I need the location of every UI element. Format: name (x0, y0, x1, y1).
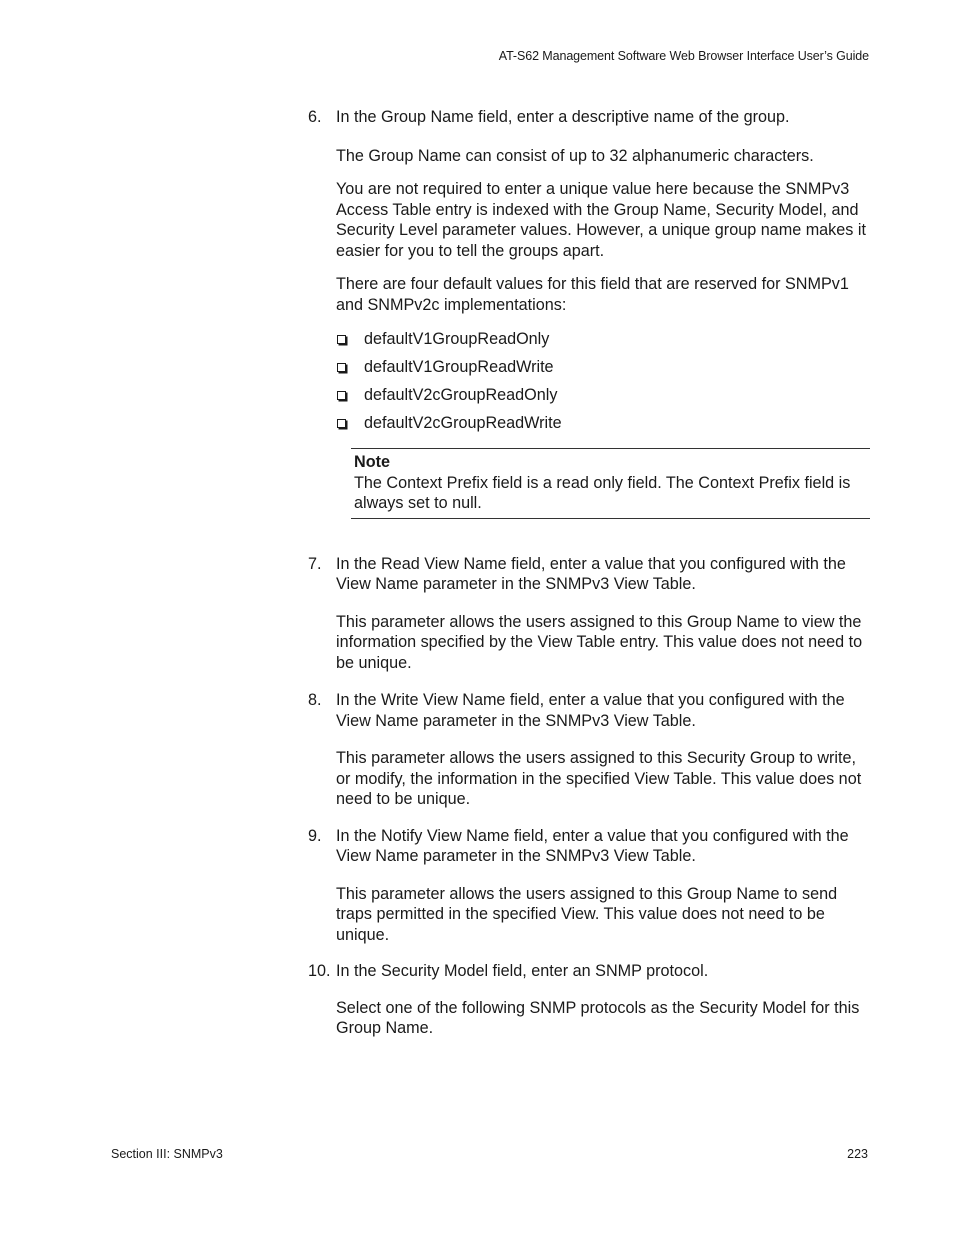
checkbox-bullet-icon (337, 363, 346, 372)
checkbox-bullet-icon (337, 419, 346, 428)
paragraph: The Group Name can consist of up to 32 alphanumeric characters. (336, 146, 814, 165)
step-6 (308, 107, 870, 128)
step-text: In the Security Model field, enter an SNMP protocol. (336, 962, 709, 980)
document-body (308, 107, 870, 1039)
checkbox-bullet-icon (337, 391, 346, 400)
list-item: defaultV1GroupReadWrite (336, 357, 870, 385)
step-text: In the Read View Name field, enter a value that you configured with the View Name parameter in the SNMPv3 View Table. (336, 554, 846, 593)
list-item: defaultV2cGroupReadWrite (336, 413, 870, 441)
step-text: In the Group Name field, enter a descriptive name of the group. (336, 108, 790, 126)
step-number: 9. (308, 826, 322, 845)
step-9 (308, 826, 870, 867)
running-header: AT-S62 Management Software Web Browser Interface User’s Guide (498, 49, 869, 63)
step-text: In the Write View Name field, enter a value that you configured with the View Name parameter in the SNMPv3 View Table. (336, 691, 845, 730)
step-text: In the Notify View Name field, enter a value that you configured with the View Name parameter in the SNMPv3 View Table. (336, 826, 849, 865)
paragraph: There are four default values for this field that are reserved for SNMPv1 and SNMPv2c implementations: (336, 275, 849, 314)
step-number: 8. (308, 691, 322, 709)
paragraph: You are not required to enter a unique value here because the SNMPv3 Access Table entry is indexed with the Group Name, Security Model, and Security Level parameter values. However, a unique group name makes it easier for you to tell the groups apart. (336, 180, 866, 260)
paragraph: This parameter allows the users assigned to this Group Name to view the information specified by the View Table entry. This value does not need to be unique. (336, 612, 863, 672)
list-item: defaultV1GroupReadOnly (336, 329, 870, 357)
default-values-list (336, 329, 870, 441)
note-title: Note (354, 453, 390, 471)
note-text: The Context Prefix field is a read only field. The Context Prefix field is always set to null. (354, 473, 851, 512)
page-number: 223 (847, 1147, 868, 1161)
footer-section: Section III: SNMPv3 (111, 1147, 223, 1161)
paragraph: This parameter allows the users assigned to this Security Group to write, or modify, the information in the specified View Table. This value does not need to be unique. (336, 749, 862, 808)
note-box (351, 448, 870, 519)
step-7 (308, 554, 870, 595)
step-10 (308, 961, 870, 982)
step-8 (308, 690, 870, 731)
step-number: 10. (308, 962, 331, 980)
list-item: defaultV2cGroupReadOnly (336, 385, 870, 413)
checkbox-bullet-icon (337, 335, 346, 344)
paragraph: This parameter allows the users assigned to this Group Name to send traps permitted in the specified View. This value does not need to be unique. (336, 884, 838, 944)
paragraph: Select one of the following SNMP protocols as the Security Model for this Group Name. (336, 998, 860, 1037)
step-number: 7. (308, 554, 322, 573)
step-number: 6. (308, 108, 322, 126)
